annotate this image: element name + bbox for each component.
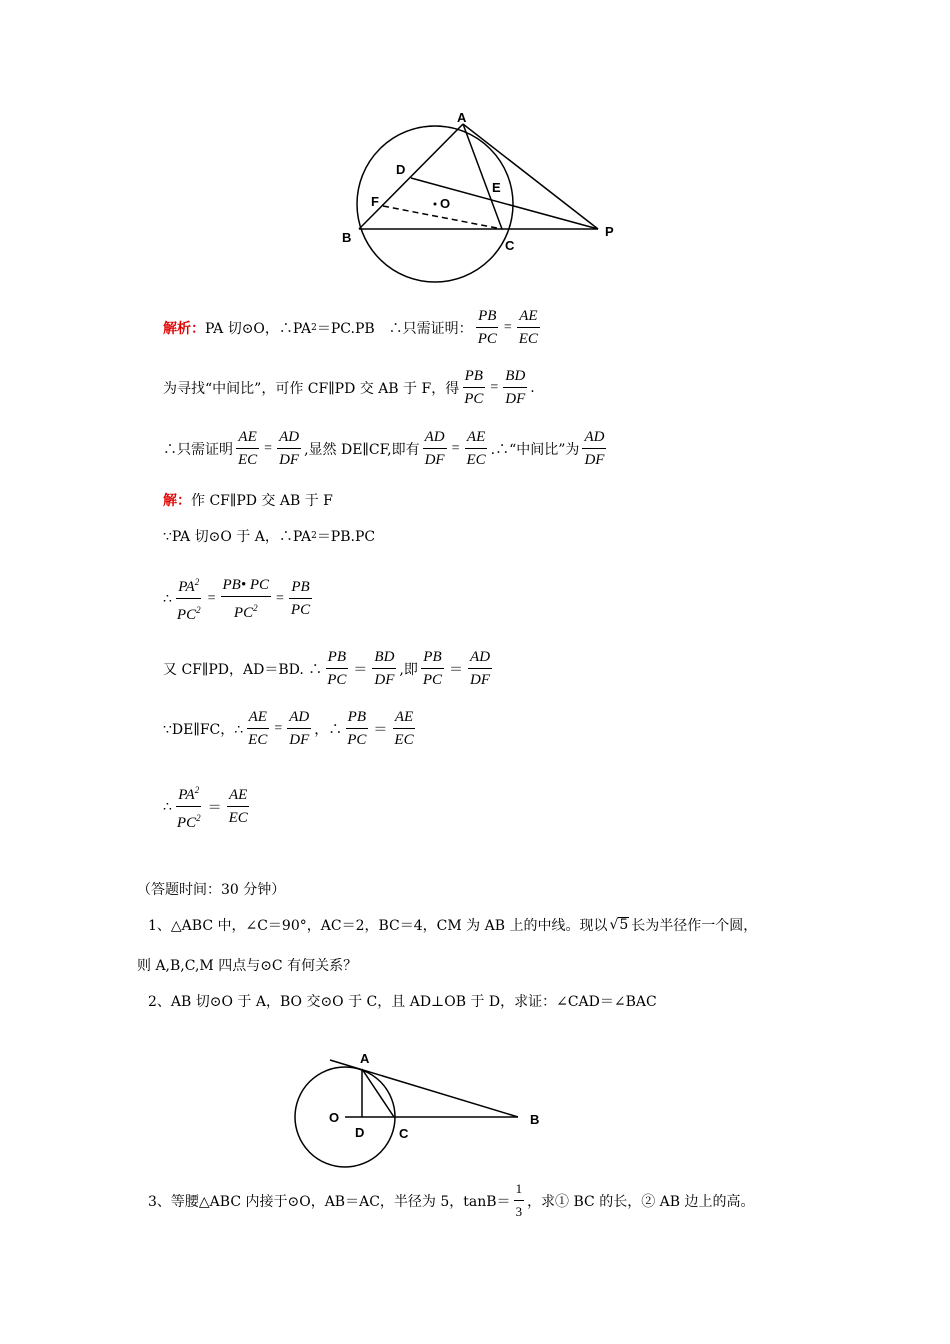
analysis-line-1: [163, 306, 543, 349]
question-1-cont: 则 A,B,C,M 四点与⊙C 有何关系？: [137, 958, 358, 974]
label-p: P: [605, 224, 614, 239]
solution-line-2: [163, 526, 375, 546]
fraction: $\frac{AE}{EC}$: [228, 787, 248, 826]
fraction: $\frac{AE}{EC}$: [466, 429, 486, 468]
analysis-line-3: [163, 427, 609, 470]
center-dot: [434, 203, 437, 206]
label-d-2: D: [355, 1125, 365, 1140]
label-b: B: [342, 230, 352, 245]
fraction: $\frac{AD}{DF}$: [424, 429, 445, 468]
equals: ＝: [373, 722, 388, 738]
label-o-2: O: [329, 1110, 340, 1125]
question-1-text: 1、△ABC 中，∠C＝90°，AC＝2，BC＝4，CM 为 AB 上的中线。现以: [148, 918, 608, 934]
equals: ＝: [207, 800, 222, 816]
label-c-2: C: [399, 1126, 409, 1141]
equals: =: [490, 379, 499, 395]
figure-1: [330, 105, 630, 285]
fraction: $\frac{PB• PC}{PC^2}$: [222, 576, 269, 621]
label-b-2: B: [530, 1112, 540, 1127]
equals: =: [503, 319, 512, 335]
question-3-text-2: ，求① BC 的长，② AB 边上的高。: [527, 1193, 755, 1210]
equals: ＝: [449, 662, 464, 678]
fraction: $\frac{PB}{PC}$: [290, 579, 311, 618]
fraction: $\frac{PA^2}{PC^2}$: [175, 780, 203, 833]
fraction: $\frac{PB}{PC}$: [347, 709, 367, 748]
question-3: [148, 1179, 755, 1222]
equals: ＝: [353, 662, 368, 678]
fraction: $\frac{1}{3}$: [515, 1181, 523, 1219]
solution-line-6: [163, 780, 253, 833]
fraction: $\frac{PB}{PC}$: [477, 308, 497, 347]
analysis-text-1: PA 切⊙O，∴PA: [205, 320, 312, 337]
superscript: 2: [311, 531, 317, 541]
therefore: ∴: [163, 590, 172, 607]
solution-line-5: [163, 707, 419, 750]
solution-line-4: [163, 647, 495, 690]
answer-time: （答题时间：30 分钟）: [137, 882, 286, 898]
label-c: C: [505, 238, 515, 253]
analysis-label: 解析：: [163, 320, 205, 337]
sqrt-value: 5: [619, 917, 629, 933]
fraction: $\frac{PA^2}{PC^2}$: [175, 572, 203, 625]
therefore: ∴: [163, 798, 172, 815]
fraction: $\frac{PB}{PC}$: [464, 368, 484, 407]
question-1-text-2: 长为半径作一个圆，: [631, 918, 758, 934]
fraction: $\frac{AE}{EC}$: [238, 429, 258, 468]
fraction: $\frac{AE}{EC}$: [518, 308, 538, 347]
solution-line-1: [163, 490, 333, 510]
solution-text-1: 作 CF∥PD 交 AB 于 F: [191, 493, 333, 509]
fraction: $\frac{AE}{EC}$: [248, 709, 268, 748]
solution-text-5: ,即: [399, 661, 418, 678]
solution-line-3: [163, 572, 315, 625]
question-1: [148, 915, 757, 935]
question-3-text: 3、等腰△ABC 内接于⊙O，AB＝AC，半径为 5，tanB＝: [148, 1193, 511, 1210]
fraction: $\frac{AE}{EC}$: [394, 709, 414, 748]
fraction: $\frac{BD}{DF}$: [374, 649, 395, 688]
segment-ab: [359, 124, 463, 229]
analysis-text-5: ,显然 DE∥CF,即有: [304, 441, 420, 458]
solution-label: 解：: [163, 493, 191, 509]
fraction: $\frac{PB}{PC}$: [422, 649, 443, 688]
analysis-text-4: ∴只需证明: [163, 441, 233, 458]
equals: =: [274, 720, 283, 736]
analysis-line-2: [163, 366, 535, 409]
label-e: E: [492, 180, 501, 195]
figure-2: [285, 1045, 555, 1175]
equals: =: [207, 590, 216, 606]
fraction: $\frac{AD}{DF}$: [470, 649, 491, 688]
fraction: $\frac{AD}{DF}$: [289, 709, 310, 748]
sqrt-sign: √5: [609, 917, 629, 933]
label-f: F: [371, 194, 379, 209]
solution-text-2: ∵PA 切⊙O 于 A，∴PA: [163, 529, 312, 545]
label-a: A: [457, 110, 467, 125]
period: .: [530, 379, 535, 396]
label-a-2: A: [360, 1051, 370, 1066]
solution-text-4: 又 CF∥PD，AD＝BD. ∴: [163, 661, 323, 678]
fraction: $\frac{BD}{DF}$: [505, 368, 526, 407]
solution-text-7: ，∴: [314, 721, 343, 738]
label-o: O: [440, 196, 451, 211]
analysis-text-2: ＝PC.PB ∴只需证明：: [316, 320, 473, 337]
equals: =: [264, 440, 273, 456]
equals: =: [451, 440, 460, 456]
fraction: $\frac{PB}{PC}$: [327, 649, 347, 688]
analysis-text-6: .∴“中间比”为: [490, 441, 580, 458]
superscript: 2: [311, 322, 317, 333]
analysis-text-3: 为寻找“中间比”，可作 CF∥PD 交 AB 于 F，得: [163, 380, 460, 397]
equals: =: [276, 590, 284, 606]
solution-text-6: ∵DE∥FC，∴: [163, 721, 244, 738]
label-d: D: [396, 162, 406, 177]
fraction: $\frac{AD}{DF}$: [279, 429, 300, 468]
fraction: $\frac{AD}{DF}$: [584, 429, 605, 468]
tangent-ab: [330, 1060, 518, 1117]
solution-text-3: ＝PB.PC: [316, 529, 376, 545]
question-2: 2、AB 切⊙O 于 A，BO 交⊙O 于 C，且 AD⊥OB 于 D，求证：∠CAD＝∠BAC: [148, 994, 657, 1010]
